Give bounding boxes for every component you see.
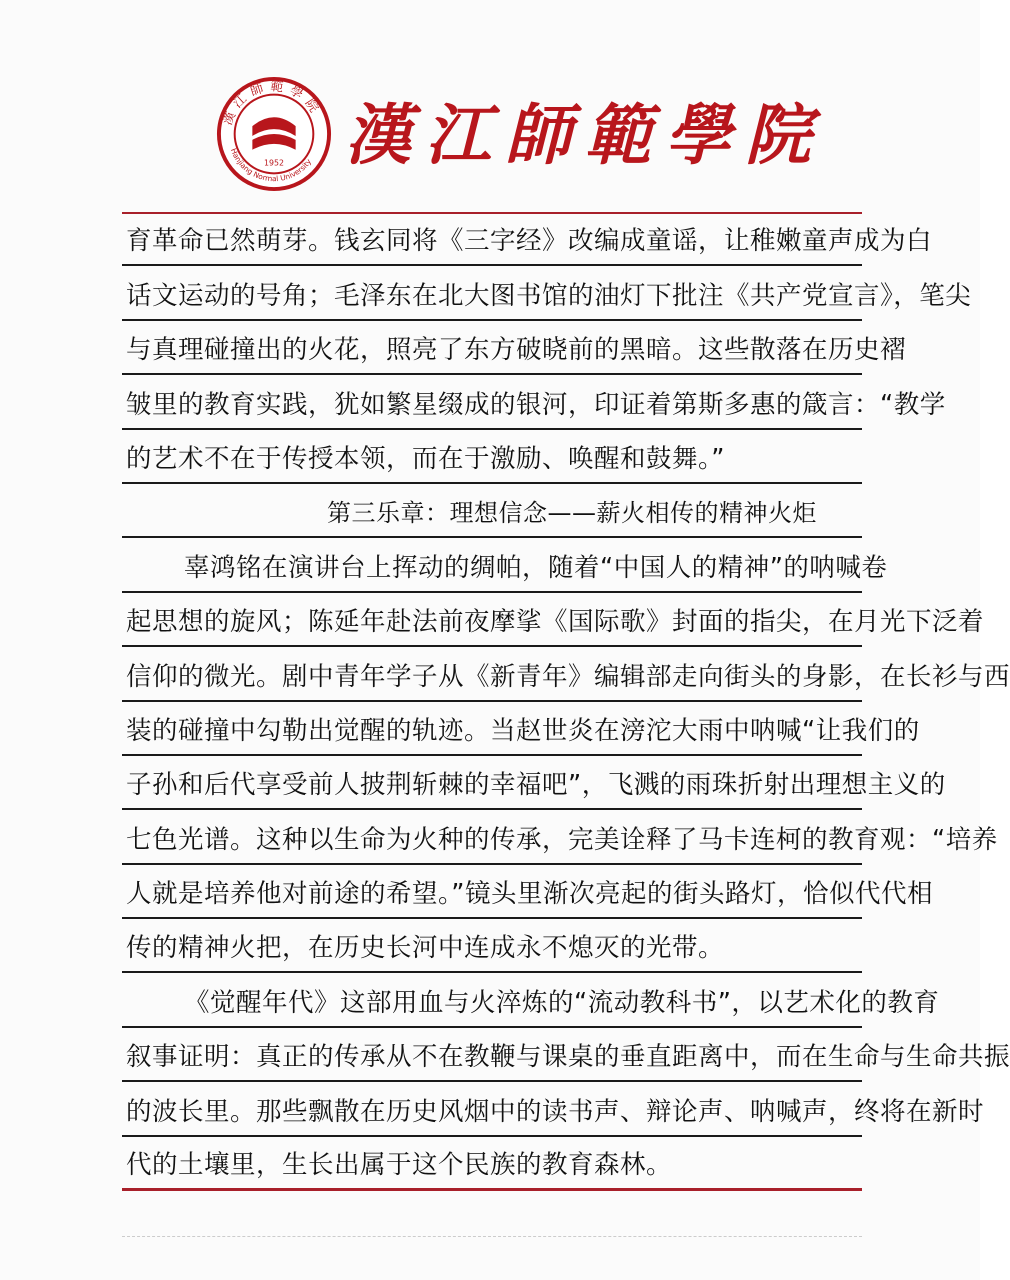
line-text: 辜鸿铭在演讲台上挥动的绸帕，随着“中国人的精神”的呐喊卷 xyxy=(184,552,888,583)
ruled-essay-body xyxy=(122,212,1010,1191)
line-text: 的波长里。那些飘散在历史风烟中的读书声、辩论声、呐喊声，终将在新时 xyxy=(126,1096,985,1127)
line-text: 起思想的旋风；陈延年赴法前夜摩挲《国际歌》封面的指尖，在月光下泛着 xyxy=(126,607,985,638)
line-text: 代的土壤里，生长出属于这个民族的教育森林。 xyxy=(126,1150,673,1181)
page-bottom-edge xyxy=(122,1236,862,1247)
line-text: 《觉醒年代》这部用血与火淬炼的“流动教科书”，以艺术化的教育 xyxy=(184,987,940,1018)
essay-line xyxy=(122,430,862,484)
essay-line xyxy=(122,756,946,810)
line-text: 传的精神火把，在历史长河中连成永不熄灭的光带。 xyxy=(126,933,725,964)
line-text: 叙事证明：真正的传承从不在教鞭与课桌的垂直距离中，而在生命与生命共振 xyxy=(126,1042,1010,1073)
line-text: 人就是培养他对前途的希望。”镜头里渐次亮起的街头路灯，恰似代代相 xyxy=(126,879,933,910)
line-text: 装的碰撞中勾勒出觉醒的轨迹。当赵世炎在滂沱大雨中呐喊“让我们的 xyxy=(126,715,920,746)
essay-line xyxy=(122,647,1010,701)
essay-line xyxy=(122,484,862,538)
essay-line xyxy=(122,919,862,973)
seal-bottom-text: Hanjiang Normal University xyxy=(228,147,314,184)
line-text: 育革命已然萌芽。钱玄同将《三字经》改编成童谣，让稚嫩童声成为白 xyxy=(126,226,933,257)
line-text: 子孙和后代享受前人披荆斩棘的幸福吧”，飞溅的雨珠折射出理想主义的 xyxy=(126,770,946,801)
essay-line xyxy=(122,538,888,592)
essay-line xyxy=(122,1028,1010,1082)
school-name: 漢江師範學院 xyxy=(345,96,825,174)
line-text: 的艺术不在于传授本领，而在于激励、唤醒和鼓舞。” xyxy=(126,443,725,474)
letterhead xyxy=(0,0,980,205)
university-seal-icon xyxy=(215,75,333,193)
section-heading: 第三乐章：理想信念——薪火相传的精神火炬 xyxy=(327,499,817,528)
essay-line xyxy=(122,1137,862,1191)
seal-year: 1952 xyxy=(263,158,285,168)
essay-line xyxy=(122,973,940,1027)
essay-line xyxy=(122,266,972,320)
line-text: 信仰的微光。剧中青年学子从《新青年》编辑部走向街头的身影，在长衫与西 xyxy=(126,661,1010,692)
essay-line xyxy=(122,212,933,266)
essay-line xyxy=(122,702,920,756)
essay-line xyxy=(122,375,946,429)
essay-line xyxy=(122,321,907,375)
line-text: 皱里的教育实践，犹如繁星缀成的银河，印证着第斯多惠的箴言：“教学 xyxy=(126,389,946,420)
essay-line xyxy=(122,593,985,647)
line-text: 与真理碰撞出的火花，照亮了东方破晓前的黑暗。这些散落在历史褶 xyxy=(126,335,907,366)
line-text: 话文运动的号角；毛泽东在北大图书馆的油灯下批注《共产党宣言》，笔尖 xyxy=(126,280,972,311)
essay-line xyxy=(122,810,998,864)
seal-top-text: 漢江師範學院 xyxy=(220,78,325,128)
essay-line xyxy=(122,1082,985,1136)
essay-line xyxy=(122,865,933,919)
line-text: 七色光谱。这种以生命为火种的传承，完美诠释了马卡连柯的教育观：“培养 xyxy=(126,824,998,855)
